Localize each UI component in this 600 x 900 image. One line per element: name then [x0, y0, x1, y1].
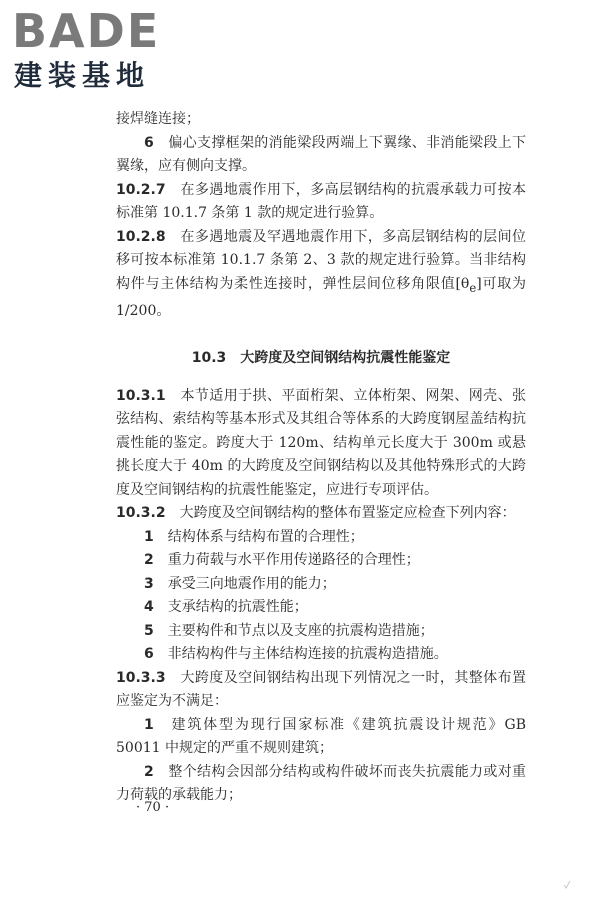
item-number: 2: [144, 552, 154, 569]
list-item: [116, 761, 526, 808]
logo-wordmark: BADE: [12, 4, 161, 58]
list-item: [116, 643, 526, 667]
item-text: 承受三向地震作用的能力；: [167, 575, 336, 592]
bade-logo: [12, 6, 182, 96]
clause-10-3-1: [116, 385, 526, 503]
item-text: 整个结构会因部分结构或构件破坏而丧失抗震能力或对重力荷载的承载能力；: [116, 763, 527, 804]
item-text: 建筑体型为现行国家标准《建筑抗震设计规范》GB 50011 中规定的严重不规则建筑；: [116, 716, 526, 757]
item-text: 重力荷载与水平作用传递路径的合理性；: [167, 552, 420, 569]
item-number: 5: [144, 622, 154, 639]
list-item: [116, 549, 526, 573]
paragraph-continuation: 接焊缝连接；: [116, 111, 200, 127]
list-item: [116, 596, 526, 620]
clause-number: 10.2.8: [116, 228, 166, 245]
item-text: 主要构件和节点以及支座的抗震构造措施；: [167, 622, 434, 639]
clause-number: 10.3.3: [116, 669, 166, 686]
clause-10-2-7: [116, 179, 526, 226]
item-number: 6: [144, 646, 154, 663]
item-text: 支承结构的抗震性能；: [167, 599, 308, 616]
item-number: 4: [144, 599, 154, 616]
section-heading: 10.3 大跨度及空间钢结构抗震性能鉴定: [191, 350, 451, 367]
item-number: 6: [144, 134, 154, 151]
item-text: 结构体系与结构布置的合理性；: [167, 528, 364, 545]
page-number: · 70 ·: [136, 800, 170, 815]
clause-text: 在多遇地震及罕遇地震作用下，多高层钢结构的层间位移可按本标准第 10.1.7 条第 2、3 款的规定进行验算。当非结构构件与主体结构为柔性连接时，弹性层间位移角限值[θ: [116, 228, 527, 292]
clause-number: 10.3.2: [116, 505, 166, 522]
item-text: 非结构构件与主体结构连接的抗震构造措施。: [167, 646, 448, 663]
clause-item-6: [116, 132, 526, 179]
list-item: [116, 573, 526, 597]
item-number: 2: [144, 763, 154, 780]
item-number: 3: [144, 575, 154, 592]
item-text: 偏心支撑框架的消能梁段两端上下翼缘、非消能梁段上下翼缘，应有侧向支撑。: [116, 134, 527, 174]
page-body: [116, 108, 526, 808]
clause-number: 10.2.7: [116, 181, 166, 198]
list-item: [116, 526, 526, 550]
clause-10-3-3: [116, 667, 526, 714]
clause-10-3-2: [116, 502, 526, 526]
clause-text: 大跨度及空间钢结构的整体布置鉴定应检查下列内容：: [179, 505, 516, 522]
list-item: [116, 620, 526, 644]
logo-subtitle: 建装基地: [14, 59, 151, 92]
clause-10-2-8: [116, 226, 526, 324]
list-item: [116, 714, 526, 761]
clause-text: 在多遇地震作用下，多高层钢结构的抗震承载力可按本标准第 10.1.7 条第 1 款的规定进行验算。: [116, 181, 527, 221]
theta-subscript: e: [469, 280, 477, 295]
clause-number: 10.3.1: [116, 387, 166, 404]
item-number: 1: [144, 528, 154, 545]
clause-text: 大跨度及空间钢结构出现下列情况之一时，其整体布置应鉴定为不满足：: [116, 669, 527, 710]
corner-mark-icon: [563, 880, 571, 890]
clause-text: 本节适用于拱、平面桁架、立体桁架、网架、网壳、张弦结构、索结构等基本形式及其组合等体系的大跨度钢屋盖结构抗震性能的鉴定。跨度大于 120m、结构单元长度大于 300m 或悬挑长度大于 40m 的大跨度及空间钢结构以及其他特殊形式的大跨度及空间钢结构的抗震性能鉴定，应进行专项评估。: [116, 387, 527, 498]
item-number: 1: [144, 716, 154, 733]
clause-text-tail: ]可取为 1/200。: [116, 275, 527, 319]
